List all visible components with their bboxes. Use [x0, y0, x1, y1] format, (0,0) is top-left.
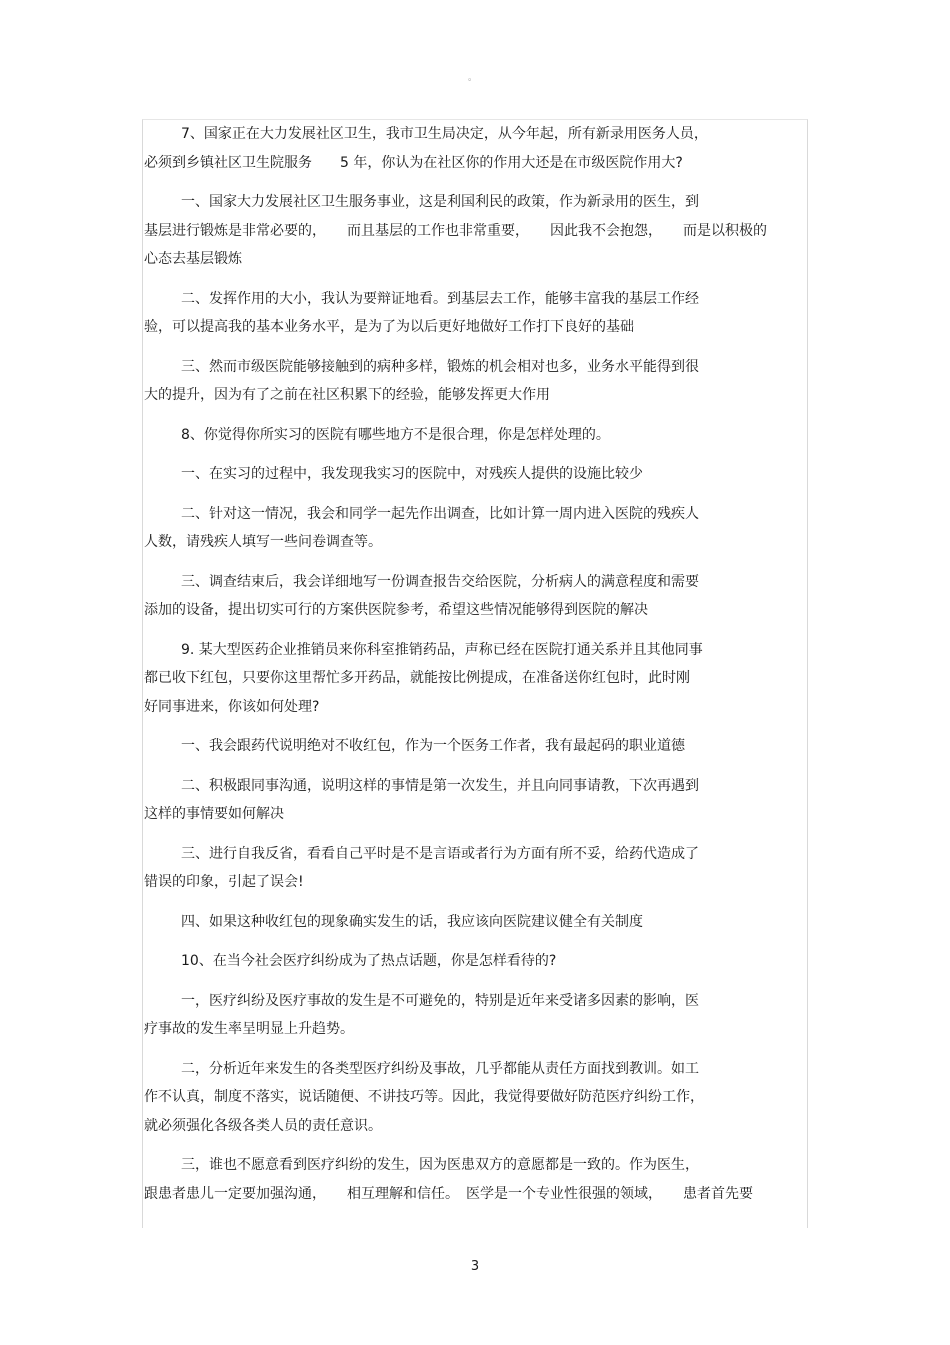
paragraph-line: 好同事进来，你该如何处理?: [144, 698, 320, 715]
paragraph-q9-a4: [144, 908, 804, 937]
paragraph-q7-a2: [144, 285, 804, 342]
paragraph-line: 7、国家正在大力发展社区卫生，我市卫生局决定，从今年起，所有新录用医务人员，: [181, 126, 708, 142]
paragraph-line: 一、我会跟药代说明绝对不收红包，作为一个医务工作者，我有最起码的职业道德: [181, 738, 685, 754]
paragraph-q9-a2: [144, 772, 804, 829]
paragraph-line: 8、你觉得你所实习的医院有哪些地方不是很合理，你是怎样处理的。: [181, 426, 610, 443]
paragraph-q7: [144, 120, 804, 177]
paragraph-line: 二、发挥作用的大小，我认为要辩证地看。到基层去工作，能够丰富我的基层工作经: [181, 290, 699, 307]
paragraph-q9: [144, 636, 804, 722]
paragraph-line: 基层进行锻炼是非常必要的， 而且基层的工作也非常重要， 因此我不会抱怨， 而是以积极的: [144, 222, 767, 239]
paragraph-q7-a3: [144, 353, 804, 410]
paragraph-q8-a2: [144, 500, 804, 557]
paragraph-q8-a3: [144, 568, 804, 625]
paragraph-q10: [144, 947, 804, 976]
paragraph-line: 一、国家大力发展社区卫生服务事业，这是利国利民的政策，作为新录用的医生，到: [181, 194, 699, 210]
paragraph-line: 错误的印象，引起了误会!: [144, 874, 304, 890]
paragraph-line: 作不认真，制度不落实，说话随便、不讲技巧等。因此，我觉得要做好防范医疗纠纷工作，: [144, 1089, 704, 1105]
paragraph-line: 三、调查结束后，我会详细地写一份调查报告交给医院，分析病人的满意程度和需要: [181, 573, 699, 590]
paragraph-line: 二、针对这一情况，我会和同学一起先作出调查，比如计算一周内进入医院的残疾人: [181, 505, 699, 522]
page-number: 3: [470, 1259, 480, 1274]
paragraph-q10-a3: [144, 1151, 804, 1208]
paragraph-line: 二、积极跟同事沟通，说明这样的事情是第一次发生，并且向同事请教，下次再遇到: [181, 777, 699, 794]
paragraph-q9-a1: [144, 732, 804, 761]
paragraph-q8: [144, 421, 804, 450]
paragraph-line: 就必须强化各级各类人员的责任意识。: [144, 1117, 382, 1134]
paragraph-q8-a1: [144, 460, 804, 489]
paragraph-line: 添加的设备，提出切实可行的方案供医院参考，希望这些情况能够得到医院的解决: [144, 602, 648, 618]
paragraph-line: 二，分析近年来发生的各类型医疗纠纷及事故，几乎都能从责任方面找到教训。如工: [181, 1060, 699, 1077]
paragraph-line: 疗事故的发生率呈明显上升趋势。: [144, 1021, 354, 1037]
paragraph-line: 三、然而市级医院能够接触到的病种多样，锻炼的机会相对也多，业务水平能得到很: [181, 358, 699, 375]
paragraph-q7-a1: [144, 188, 804, 274]
paragraph-line: 都已收下红包，只要你这里帮忙多开药品，就能按比例提成，在准备送你红包时，此时刚: [144, 670, 690, 686]
paragraph-line: 跟患者患儿一定要加强沟通， 相互理解和信任。 医学是一个专业性很强的领域， 患者首先要: [144, 1185, 753, 1202]
paragraph-line: 这样的事情要如何解决: [144, 806, 284, 822]
paragraph-line: 心态去基层锻炼: [144, 251, 242, 267]
document-body: [144, 120, 804, 1219]
paragraph-line: 三、进行自我反省，看看自己平时是不是言语或者行为方面有所不妥，给药代造成了: [181, 845, 699, 862]
paragraph-line: 一，医疗纠纷及医疗事故的发生是不可避免的，特别是近年来受诸多因素的影响，医: [181, 992, 699, 1009]
paragraph-line: 必须到乡镇社区卫生院服务 5 年，你认为在社区你的作用大还是在市级医院作用大?: [144, 154, 683, 171]
paragraph-line: 人数，请残疾人填写一些问卷调查等。: [144, 534, 382, 550]
paragraph-line: 验，可以提高我的基本业务水平，是为了为以后更好地做好工作打下良好的基础: [144, 319, 634, 335]
header-mark: 。: [468, 73, 478, 83]
paragraph-line: 四、如果这种收红包的现象确实发生的话，我应该向医院建议健全有关制度: [181, 913, 643, 930]
paragraph-line: 一、在实习的过程中，我发现我实习的医院中，对残疾人提供的设施比较少: [181, 466, 643, 482]
paragraph-q10-a1: [144, 987, 804, 1044]
paragraph-line: 三，谁也不愿意看到医疗纠纷的发生，因为医患双方的意愿都是一致的。作为医生，: [181, 1157, 699, 1173]
paragraph-q10-a2: [144, 1055, 804, 1141]
paragraph-q9-a3: [144, 840, 804, 897]
paragraph-line: 9. 某大型医药企业推销员来你科室推销药品，声称已经在医院打通关系并且其他同事: [181, 641, 703, 658]
paragraph-line: 大的提升，因为有了之前在社区积累下的经验，能够发挥更大作用: [144, 387, 550, 403]
paragraph-line: 10、在当今社会医疗纠纷成为了热点话题，你是怎样看待的?: [181, 953, 557, 969]
